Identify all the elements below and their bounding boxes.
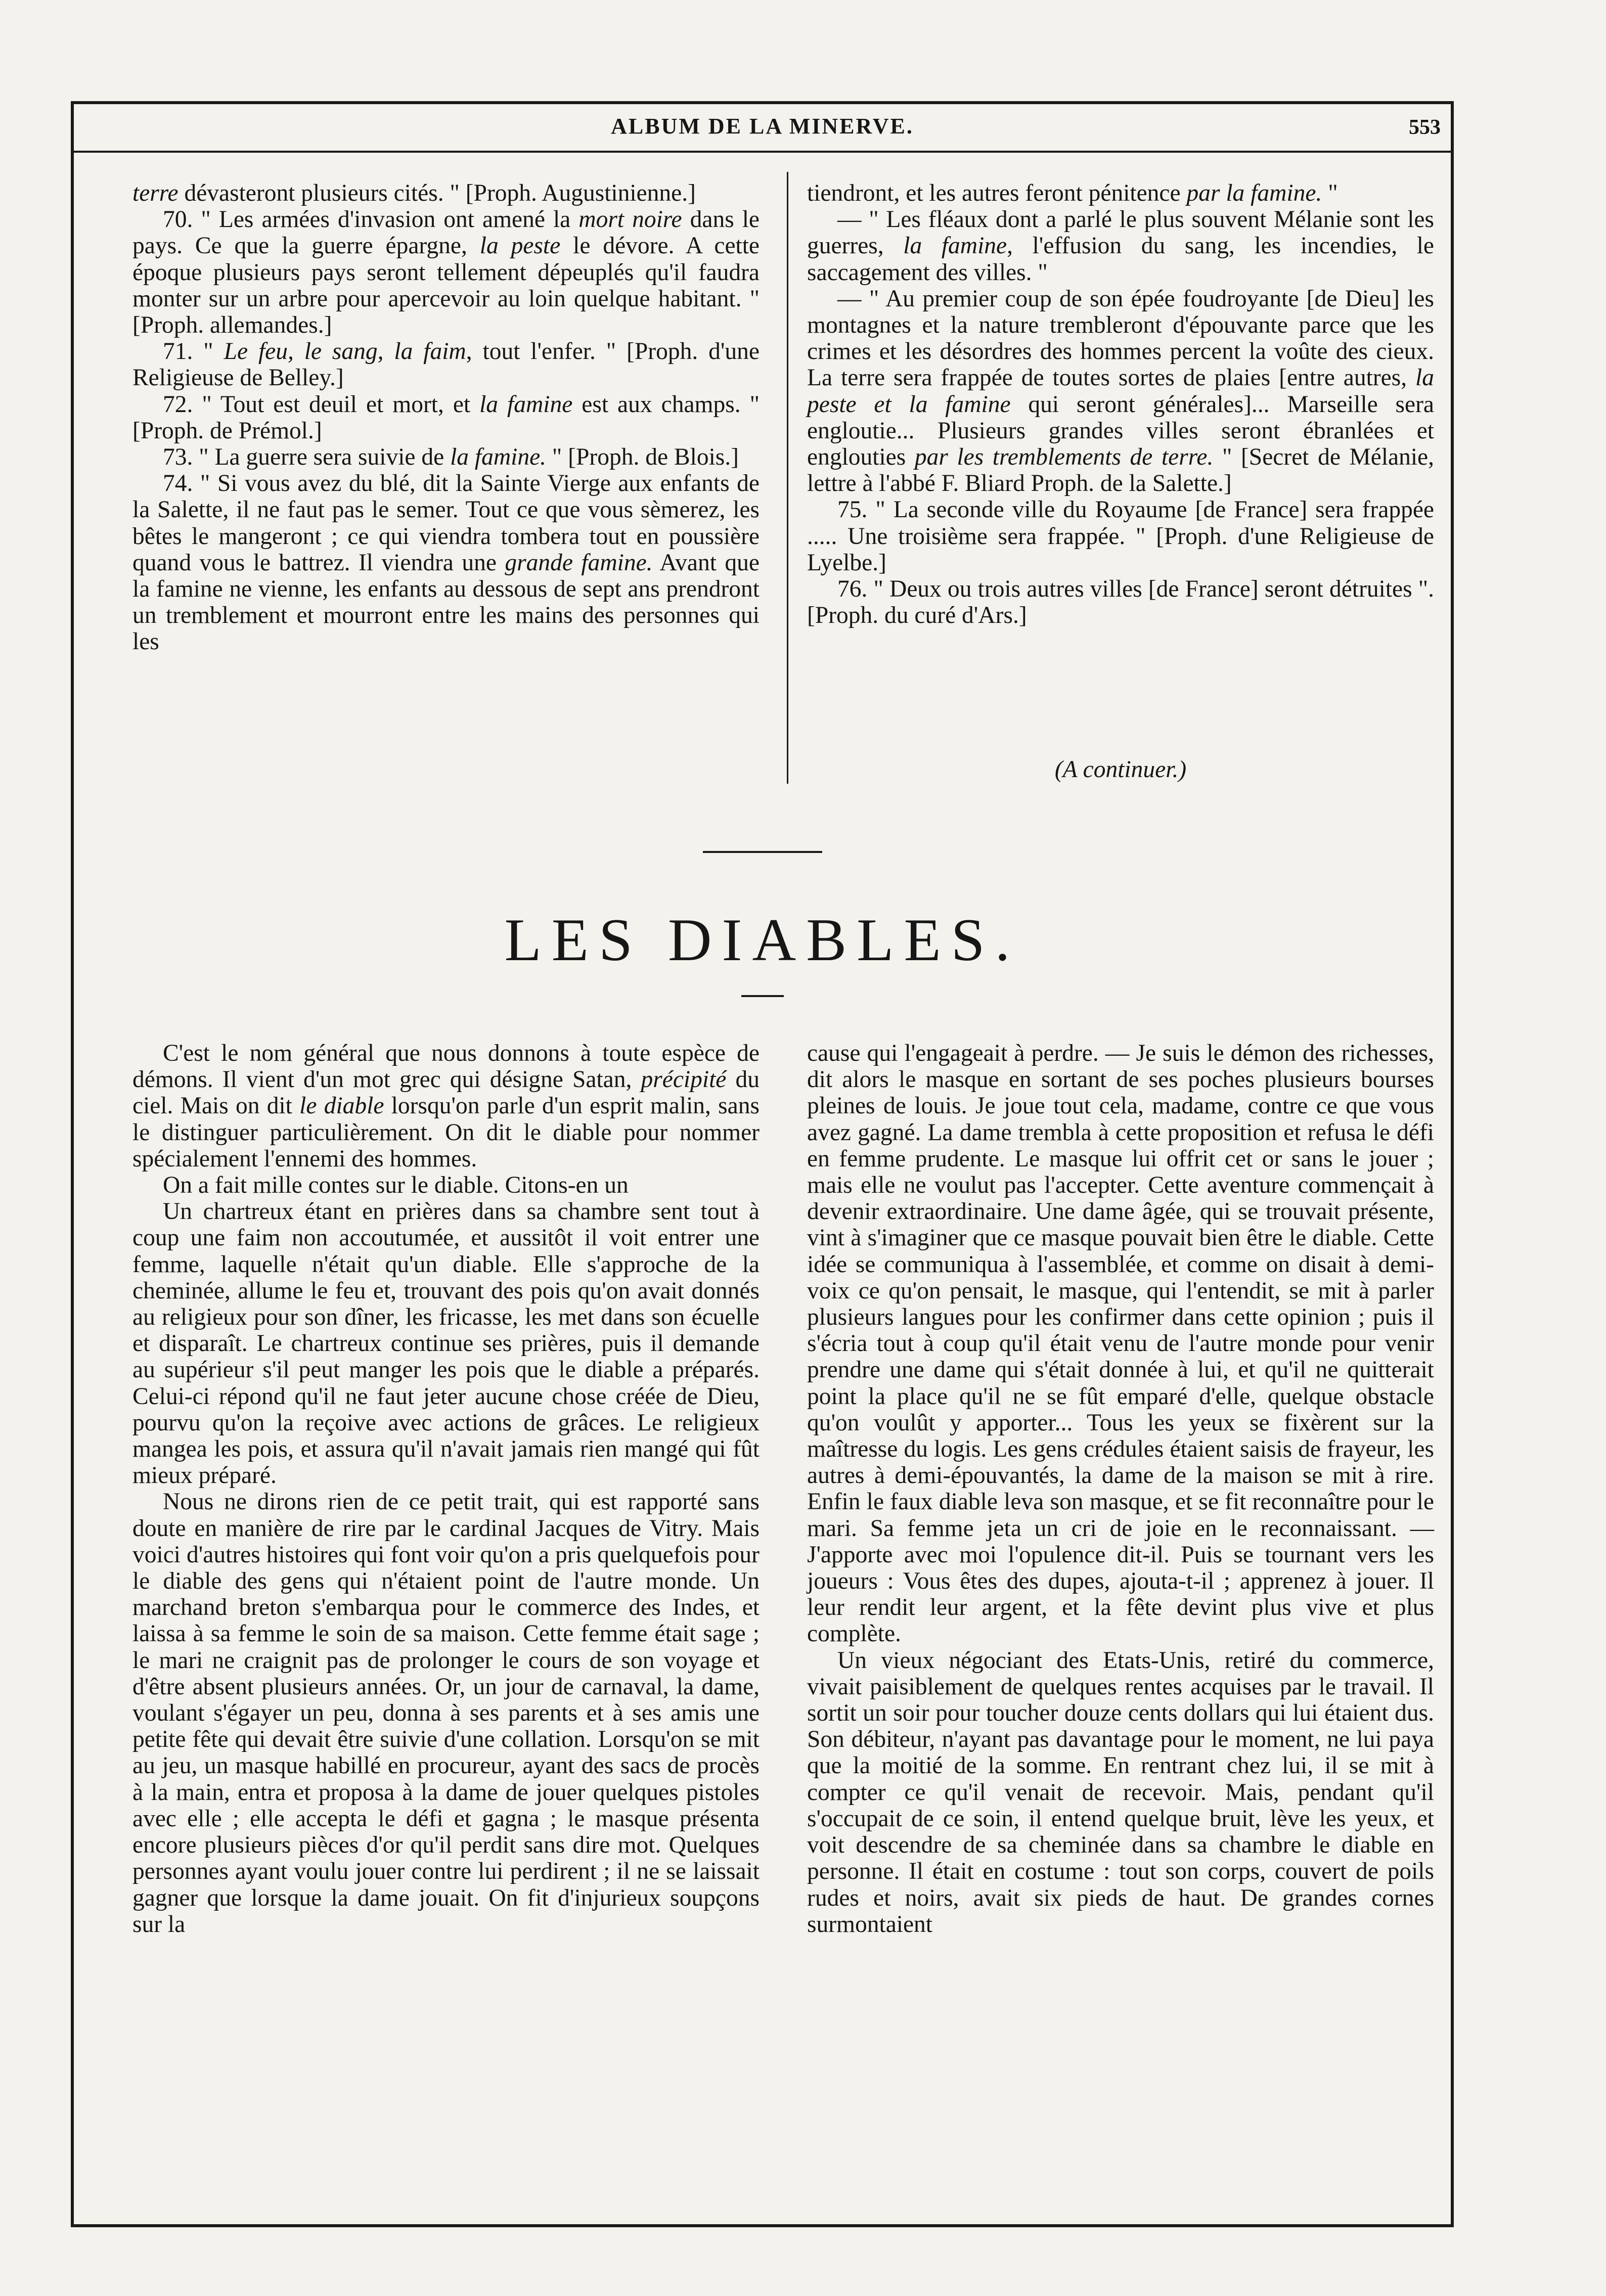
separator-rule (703, 851, 822, 853)
column-bottom-left (132, 1040, 760, 1938)
paragraph: 75. " La seconde ville du Royaume [de France] sera frappée ..... Une troisième sera frappée. " [Proph. d'une Religieuse de Lyelbe.] (807, 497, 1434, 576)
paragraph: 72. " Tout est deuil et mort, et la famine est aux champs. " [Proph. de Prémol.] (132, 391, 760, 444)
paragraph: 74. " Si vous avez du blé, dit la Sainte Vierge aux enfants de la Salette, il ne faut pas le semer. Tout ce que vous sèmerez, les bêtes le mangeront ; ce qui viendra tombera tout en poussière quand vous le battrez. Il viendra une grande famine. Avant que la famine ne vienne, les enfants au dessous de sept ans prendront un tremblement et mourront entre les mains des personnes qui les (132, 470, 760, 655)
page-number: 553 (1409, 116, 1441, 139)
paragraph: Un chartreux étant en prières dans sa chambre sent tout à coup une faim non accoutumée, et aussitôt il voit entrer une femme, laquelle n'était qu'un diable. Elle s'approche de la cheminée, allume le feu et, trouvant des pois qu'on avait donnés au religieux pour son dîner, les fricasse, les met dans son écuelle et disparaît. Le chartreux continue ses prières, puis il demande au supérieur s'il peut manger les pois que le diable a préparés. Celui-ci répond qu'il ne faut jeter aucune chose créée de Dieu, pourvu qu'on la reçoive avec actions de grâces. Le religieux mangea les pois, et assura qu'il n'avait jamais rien mangé qui fût mieux préparé. (132, 1198, 760, 1489)
column-divider (787, 172, 788, 784)
column-top-left (132, 180, 760, 655)
paragraph: Un vieux négociant des Etats-Unis, retiré du commerce, vivait paisiblement de quelques rentes acquises par le travail. Il sortit un soir pour toucher douze cents dollars qui lui étaient dus. Son débiteur, n'ayant pas davantage pour le moment, ne lui paya que la moitié de la somme. En rentrant chez lui, il se mit à compter ce qu'il venait de recevoir. Mais, pendant qu'il s'occupait de ce soin, il entend quelque bruit, lève les yeux, et voit descendre de sa cheminée dans sa chambre le diable en personne. Il était en costume : tout son corps, couvert de poils rudes et noirs, avait six pieds de haut. De grandes cornes surmontaient (807, 1647, 1434, 1938)
paragraph: 70. " Les armées d'invasion ont amené la mort noire dans le pays. Ce que la guerre épargne, la peste le dévore. A cette époque plusieurs pays seront tellement dépeuplés qu'il faudra monter sur un arbre pour apercevoir au loin quelque habitant. " [Proph. allemandes.] (132, 206, 760, 339)
continuation-block (807, 756, 1434, 783)
continuation-note: (A continuer.) (1054, 756, 1187, 783)
paragraph: 71. " Le feu, le sang, la faim, tout l'enfer. " [Proph. d'une Religieuse de Belley.] (132, 338, 760, 391)
article-title: LES DIABLES. (504, 906, 1020, 973)
column-bottom-right (807, 1040, 1434, 1938)
running-title: ALBUM DE LA MINERVE. (611, 114, 914, 139)
paragraph: — " Les fléaux dont a parlé le plus souvent Mélanie sont les guerres, la famine, l'effusion du sang, les incendies, le saccagement des villes. " (807, 206, 1434, 286)
paragraph: tiendront, et les autres feront pénitence par la famine. " (807, 180, 1338, 206)
paragraph: 76. " Deux ou trois autres villes [de France] seront détruites ". [Proph. du curé d'Ars.] (807, 576, 1434, 629)
paragraph: Nous ne dirons rien de ce petit trait, qui est rapporté sans doute en manière de rire par le cardinal Jacques de Vitry. Mais voici d'autres histoires qui font voir qu'on a pris quelquefois pour le diable des gens qui n'étaient point de l'autre monde. Un marchand breton s'embarqua pour le commerce des Indes, et laissa à sa femme le soin de sa maison. Cette femme était sage ; le mari ne craignit pas de prolonger le cours de son voyage et d'être absent plusieurs années. Or, un jour de carnaval, la dame, voulant s'égayer un peu, donna à ses parents et à ses amis une petite fête qui devait être suivie d'une collation. Lorsqu'on se mit au jeu, un masque habillé en procureur, ayant des sacs de procès à la main, entra et proposa à la dame de jouer quelques pistoles avec elle ; elle accepta le défi et gagna ; le masque présenta encore plusieurs pièces d'or qu'il perdit sans dire mot. Quelques personnes ayant voulu jouer contre lui perdirent ; il ne se laissait gagner que lorsque la dame jouait. On fit d'injurieux soupçons sur la (132, 1489, 760, 1938)
paragraph: On a fait mille contes sur le diable. Citons-en un (163, 1172, 629, 1199)
column-top-right (807, 180, 1434, 628)
paragraph: 73. " La guerre sera suivie de la famine. " [Proph. de Blois.] (163, 444, 739, 471)
running-header (71, 104, 1454, 153)
paragraph: cause qui l'engageait à perdre. — Je suis le démon des richesses, dit alors le masque en sortant de ses poches plusieurs bourses pleines de louis. Je joue tout cela, madame, contre ce que vous avez gagné. La dame trembla à cette proposition et refusa le défi en femme prudente. Le masque lui offrit cet or sans le jouer ; mais elle ne voulut pas l'accepter. Cette aventure commençait à devenir extraordinaire. Une dame âgée, qui se trouvait présente, vint à s'imaginer que ce masque pouvait bien être le diable. Cette idée se communiqua à l'assemblée, et comme on disait à demi-voix ce qu'on pensait, le masque, qui l'entendit, se mit à parler plusieurs langues pour les confirmer dans cette opinion ; puis il s'écria tout à coup qu'il était venu de l'autre monde pour venir prendre une dame qui s'était donnée à lui, et qu'il ne quitterait point la place qu'il ne se fût emparé d'elle, quelque obstacle qu'on voulût y apporter... Tous les yeux se fixèrent sur la maîtresse du logis. Les gens crédules étaient saisis de frayeur, les autres à demi-épouvantés, la dame de la maison se mit à rire. Enfin le faux diable leva son masque, et se fit reconnaître pour le mari. Sa femme jeta un cri de joie en le reconnaissant. — J'apporte avec moi l'opulence dit-il. Puis se tournant vers les joueurs : Vous êtes des dupes, ajouta-t-il ; apprenez à jouer. Il leur rendit leur argent, et la fête devint plus vive et plus complète. (807, 1040, 1434, 1647)
paragraph: — " Au premier coup de son épée foudroyante [de Dieu] les montagnes et la nature trembleront d'épouvante parce que les crimes et les désordres des hommes percent la voûte des cieux. La terre sera frappée de toutes sortes de plaies [entre autres, la peste et la famine qui seront générales]... Marseille sera engloutie... Plusieurs grandes villes seront ébranlées et englouties par les tremblements de terre. " [Secret de Mélanie, lettre à l'abbé F. Bliard Proph. de la Salette.] (807, 285, 1434, 497)
paragraph: terre dévasteront plusieurs cités. " [Proph. Augustinienne.] (132, 180, 696, 206)
paragraph: C'est le nom général que nous donnons à toute espèce de démons. Il vient d'un mot grec qui désigne Satan, précipité du ciel. Mais on dit le diable lorsqu'on parle d'un esprit malin, sans le distinguer particulièrement. On dit le diable pour nommer spécialement l'ennemi des hommes. (132, 1040, 760, 1172)
title-underline (741, 995, 784, 997)
